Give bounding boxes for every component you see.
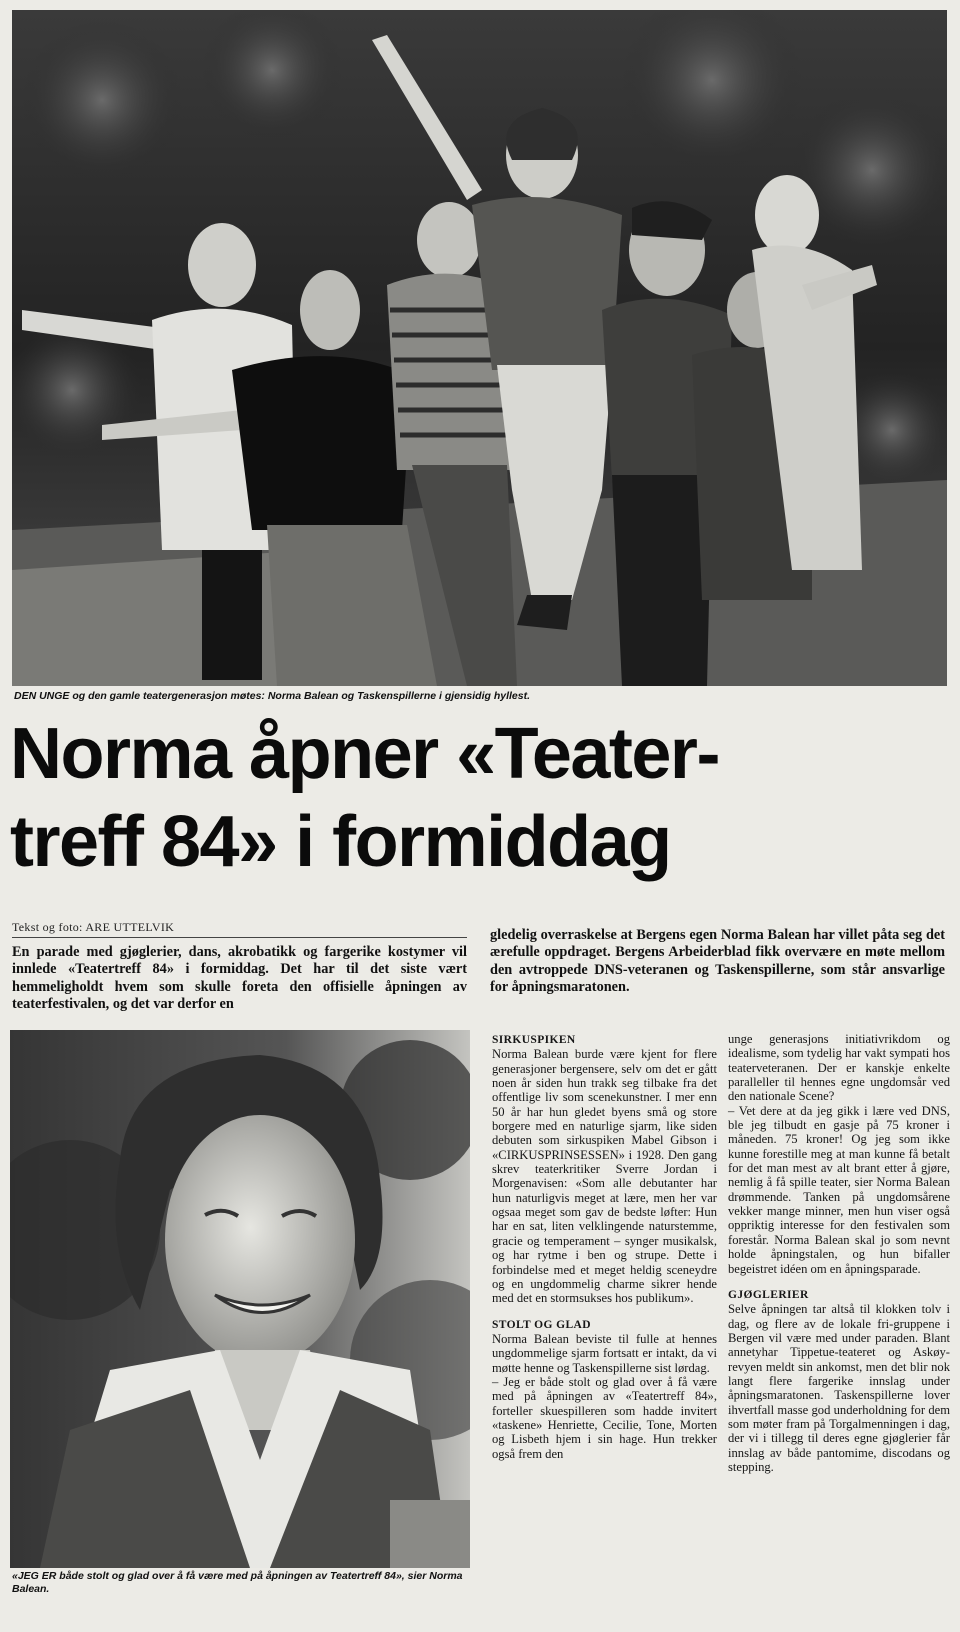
headline-line-2: treff 84» i formiddag (10, 802, 671, 882)
caption-text: og den gamle teatergenerasjon møtes: Norma Balean og Taskenspillerne i gjensidig hyllest. (69, 690, 531, 702)
portrait-photo-caption (12, 1570, 472, 1595)
lead-paragraph-continued: gledelig overraskelse at Bergens egen Norma Balean har villet påta seg det ærefulle oppdraget. Bergens Arbeiderblad fikk overvære en møte mellom den avtroppede DNS-veteranen og Taskenspillerne, som står ansvarlige for åpningsmaratonen. (490, 927, 945, 995)
portrait-caption-text: både stolt og glad over å få være med på åpningen av Teatertreff 84», sier Norma Balean. (12, 1570, 463, 1595)
body-paragraph: unge generasjons initiativrikdom og idealisme, som tydelig har vakt sympati hos teaterveteranen. Der er kanskje enkelte paralleller til hennes egne ungdomsår ved den nationale Scene? (728, 1032, 950, 1104)
headline-line-1: Norma åpner «Teater- (10, 714, 719, 794)
body-paragraph: Norma Balean burde være kjent for flere generasjoner bergensere, selv om det er gått noen år siden hun trakk seg tilbake fra det offentlige liv som scenekunstner. I mer enn 50 år har hun gledet byens små og store borgere med en naturlige sjarm, like siden debuten som sirkuspiken Mabel Gibson i «CIRKUSPRINSESSEN» i 1928. Den gang skrev teaterkritiker Sverre Jordan i Morgenavisen: «Som alle debutanter har hun naturligvis meget at lære, men her var ogsaa meget som gav de bedste løfter: Hun har en sat, liten velklingende naturstemme, gracie og temperament – synger musikalsk, og har rytme i ben og strupe. Dette i forbindelse med et meget heldig sceneydre og en ungdommelig charme sikrer hende med det en stormsukses hos publikum». (492, 1047, 717, 1306)
body-paragraph: – Vet dere at da jeg gikk i lære ved DNS, ble jeg tilbudt en gasje på 75 kroner i måneden. 75 kroner! Og jeg som ikke kunne forestille meg at man kunne få betalt for det man mest av alt brant etter å gjøre, nemlig å få spille teater, sier Norma Balean drømmende. Tanken på ungdomsårene vekker mange minner, men hun viser også oppriktig interesse for den festivalen som forestår. Norma Balean skal jo som nevnt holde åpningstalen, og hun bifaller begeistret idéen om en åpningsparade. (728, 1103, 950, 1276)
headline (10, 710, 950, 886)
caption-lead: DEN UNGE (14, 690, 70, 702)
body-column-2 (728, 1032, 950, 1474)
lead-paragraph: En parade med gjøglerier, dans, akrobatikk og fargerike kostymer vil innlede «Teatertreff 84» i formiddag. Det har til det siste vært hemmeligholdt hvem som skulle foreta den offisielle åpningen av teaterfestivalen, og det var derfor en (12, 944, 467, 1012)
body-paragraph: Selve åpningen tar altså til klokken tolv i dag, og flere av de lokale fri-gruppene i Bergen vil være med under paraden. Blant annetyhar Tippetue-teateret og Askøy-revyen meldt sin ankomst, men det blir nok langt flere fargerike innslag under åpningsmaratonen. Taskenspillerne lover ihvertfall masse god underholdning for dem som møter fram på Torgalmenningen i dag, der vi i tillegg til deres egne gjøglerier får innslag av både pantomime, discodans og stepping. (728, 1302, 950, 1474)
portrait-photo (10, 1030, 470, 1568)
body-paragraph: Norma Balean beviste til fulle at hennes ungdommelige sjarm fortsatt er intakt, da vi møtte henne og Taskenspillerne sist lørdag. (492, 1331, 717, 1375)
byline: Tekst og foto: ARE UTTELVIK (12, 920, 175, 934)
byline-rule (12, 937, 467, 938)
body-column-1 (492, 1030, 717, 1461)
portrait-caption-lead: «JEG ER (12, 1570, 57, 1582)
subheading-gjoglerier: GJØGLERIER (728, 1288, 809, 1301)
subheading-sirkuspiken: SIRKUSPIKEN (492, 1034, 576, 1046)
subheading-stolt-og-glad: STOLT OG GLAD (492, 1318, 591, 1331)
group-photo-caption (14, 690, 944, 703)
body-paragraph: – Jeg er både stolt og glad over å få være med på åpningen av «Teatertreff 84», forteller skuespilleren som hadde invitert «taskene» Henriette, Cecilie, Tone, Morten og Lisbeth hjem i sin hage. Hun trekker også frem den (492, 1374, 717, 1461)
group-photo (12, 10, 947, 686)
